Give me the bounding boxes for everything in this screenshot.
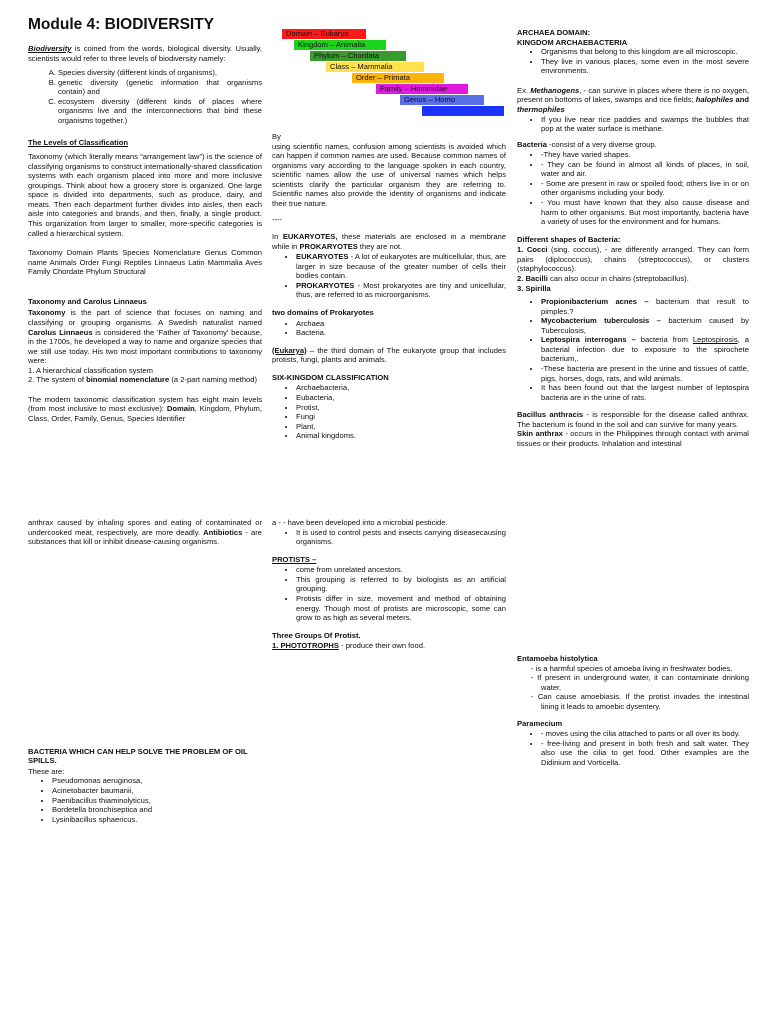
six-kingdom-list xyxy=(272,383,506,440)
bacilli-line: 2. Bacilli can also occur in chains (streptobacillus). xyxy=(517,273,689,283)
prokaryote-domains-list xyxy=(272,319,506,338)
column-1 xyxy=(28,44,262,429)
list-item: • - They can be found in almost all kinds of places, in soil, water and air. xyxy=(541,160,749,179)
taxonomy-bar-species: Species – Sapien xyxy=(422,106,504,116)
list-item: • -They have varied shapes. xyxy=(541,150,749,160)
taxonomy-bar-domain: Domain – Eukarya xyxy=(282,29,366,39)
list-item: • Pseudomonas aeruginosa, xyxy=(52,776,262,786)
list-item: • Acinetobacter baumanii, xyxy=(52,786,262,796)
terms-paragraph: Taxonomy Domain Plants Species Nomenclature Genus Common name Animals Order Fungi Reptiles Linnaeus Latin Mammalia Aves Family Chordate Phylum Structural xyxy=(28,248,262,277)
protist-groups-heading: Three Groups Of Protist. xyxy=(272,630,361,640)
spirilla-line: 3. Spirilla xyxy=(517,283,551,293)
archaebacteria-heading: KINGDOM ARCHAEBACTERIA xyxy=(517,37,628,47)
list-item: • - moves using the cilia attached to parts or all over its body. xyxy=(541,729,749,739)
list-item: • Eubacteria, xyxy=(296,393,506,403)
skin-anthrax-paragraph: Skin anthrax - occurs in the Philippines through contact with animal tissues or their products. Inhalation and intestinal xyxy=(517,429,749,448)
pesticide-list xyxy=(272,528,506,547)
list-item: • Archaebacteria, xyxy=(296,383,506,393)
list-item: • - free-living and present in both fresh and salt water. They also use the cilia to get food. Other examples are the Didinium and Vorticella. xyxy=(541,739,749,768)
taxonomy-staircase-diagram xyxy=(280,29,502,121)
list-item: • It has been found out that the largest number of leptospira bacteria are in the urine of rats. xyxy=(541,383,749,402)
list-item: • They live in various places, some even in the most severe environments. xyxy=(541,57,749,76)
taxonomy-bar-phylum: Phylum – Chordata xyxy=(310,51,406,61)
archaea-list xyxy=(517,47,749,76)
list-item: • Animal kingdoms. xyxy=(296,431,506,441)
list-item: • Propionibacterium acnes – bacterium that result to pimples.? xyxy=(541,297,749,316)
bacteria-shapes-heading: Different shapes of Bacteria: xyxy=(517,234,621,244)
entamoeba-heading: Entamoeba histolytica xyxy=(517,654,598,663)
methanogens-paragraph: Ex. Methanogens, - can survive in places where there is no oxygen, present on bottoms of lakes, swamps and rice fields; halophiles and thermophiles xyxy=(517,85,749,114)
anthrax-paragraph: anthrax caused by inhaling spores and eating of contaminated or undercooked meat, respectively, are more deadly. Antibiotics - are substances that kill or inhibit disease-causing organisms. xyxy=(28,518,262,547)
intro-paragraph: Biodiversity is coined from the words, biological diversity. Usually, scientists would refer to three levels of biodiversity namely: xyxy=(28,44,262,63)
contribution-1: 1. A hierarchical classification system xyxy=(28,365,153,375)
column-5 xyxy=(272,518,506,651)
list-item: - is a harmful species of amoeba living in freshwater bodies. xyxy=(541,664,749,674)
column-6 xyxy=(517,654,749,772)
levels-heading: The Levels of Classification xyxy=(28,137,129,147)
list-item: • EUKARYOTES - A lot of eukaryotes are multicellular, thus, are larger in size because of the greater number of cells their bodies contain. xyxy=(296,252,506,281)
list-item: • Plant, xyxy=(296,422,506,432)
phototrophs-line: 1. PHOTOTROPHS - produce their own food. xyxy=(272,641,426,651)
list-item: A. Species diversity (different kinds of organisms), xyxy=(58,68,262,78)
list-item: • Bordetella bronchiseptica and xyxy=(52,805,262,815)
pesticide-line: a - - have been developed into a microbial pesticide. xyxy=(272,518,448,527)
list-item: • Protists differ in size, movement and method of obtaining energy. Though most of protists are microscopic, some can grow to as high as several meters. xyxy=(296,594,506,623)
column-2 xyxy=(272,132,506,446)
paramecium-list xyxy=(517,729,749,767)
eukarya-paragraph: (Eukarya) – the third domain of The eukaryote group that includes protists, fungi, plants and animals. xyxy=(272,345,506,365)
list-item: • Protist, xyxy=(296,403,506,413)
oil-spill-heading: BACTERIA WHICH CAN HELP SOLVE THE PROBLEM OF OIL SPILLS. xyxy=(28,746,248,766)
taxonomy-bar-class: Class – Mammalia xyxy=(326,62,424,72)
paramecium-heading: Paramecium xyxy=(517,719,563,729)
list-item: • This grouping is referred to by biologists as an artificial grouping. xyxy=(296,575,506,594)
contribution-2: 2. The system of binomial nomenclature (a 2-part naming method) xyxy=(28,375,258,385)
taxonomy-bar-genus: Genus – Homo xyxy=(400,95,484,105)
prokaryote-domains-heading: two domains of Prokaryotes xyxy=(272,308,374,317)
methane-list xyxy=(517,115,749,134)
these-are-label: These are: xyxy=(28,766,65,776)
list-item: • - Some are present in raw or spoiled food; others live in or on other organisms including your body. xyxy=(541,179,749,198)
list-item: • Bacteria. xyxy=(296,328,506,338)
list-item: C. ecosystem diversity (different kinds of places where organisms live and the interconnections that bind these organisms together.) xyxy=(58,97,262,126)
list-item: • Organisms that belong to this kingdom are all microscopic. xyxy=(541,47,749,57)
taxonomy-bar-family: Family – Hominidae xyxy=(376,84,468,94)
list-item: • come from unrelated ancestors. xyxy=(296,565,506,575)
cocci-paragraph: 1. Cocci (sing. coccus), - are differently arranged. They can form pairs (diplococcus), chains (streptococcus), or clusters (staphylococcus). xyxy=(517,245,749,274)
list-item: B. genetic diversity (genetic information that organisms contain) and xyxy=(58,78,262,97)
linnaeus-heading: Taxonomy and Carolus Linnaeus xyxy=(28,296,147,306)
list-item: • Mycobacterium tuberculosis – bacterium caused by Tuberculosis, xyxy=(541,316,749,335)
eukaryotes-paragraph: In EUKARYOTES, these materials are enclosed in a membrane while in PROKARYOTES they are not. xyxy=(272,232,506,251)
taxonomy-paragraph: Taxonomy (which literally means “arrangement law”) is the science of classifying organisms to construct internationally-shared classification systems with each organism placed into more and more inclusive groupings. Think about how a grocery store is organized. One large space is divided into departments, such as produce, dairy, and meats. Then each department further divides into aisles, then each aisle into categories and brands, and then, finally, a single product. This organization from larger to smaller, more-specific categories is called a hierarchical system. xyxy=(28,152,262,238)
archaea-domain-heading: ARCHAEA DOMAIN: xyxy=(517,28,591,37)
protists-list xyxy=(272,565,506,622)
list-item: • If you live near rice paddies and swamps the bubbles that pop at the water surface is methane. xyxy=(541,115,749,134)
taxonomy-bar-kingdom: Kingdom – Animalia xyxy=(294,40,386,50)
list-item: • -These bacteria are present in the urine and tissues of cattle, pigs, horses, dogs, rats, and wild animals. xyxy=(541,364,749,383)
list-item: - If present in underground water, it can contaminate drinking water. xyxy=(541,673,749,692)
list-item: • Archaea xyxy=(296,319,506,329)
bacteria-list xyxy=(517,150,749,227)
list-item: • Fungi xyxy=(296,412,506,422)
separator-text: ---- xyxy=(272,214,283,224)
list-item: • Lysinibacillus sphaericus. xyxy=(52,815,262,825)
cell-types-list xyxy=(272,252,506,300)
list-item: • It is used to control pests and insects carrying diseasecausing organisms. xyxy=(296,528,506,547)
page-title: Module 4: BIODIVERSITY xyxy=(28,16,215,33)
scientific-names-paragraph: using scientific names, confusion among scientists is avoided which can happen if common names are used. Because common names of organisms vary according to the language spoken in each country, scientific names allow the use of universal names which helps scientists clarify the particular organism they are referring to. Scientific names also provide the identity of organisms and indicate their true nature. xyxy=(272,141,506,208)
list-item: • PROKARYOTES - Most prokaryotes are tiny and unicellular, thus, are referred to as microorganisms. xyxy=(296,281,506,300)
six-kingdom-heading: SIX-KINGDOM CLASSIFICATION xyxy=(272,372,389,382)
list-item: - Can cause amoebiasis. If the protist invades the intestinal lining it leads to amoebic dysentery. xyxy=(541,692,749,711)
linnaeus-paragraph: Taxonomy is the part of science that focuses on naming and classifying or grouping organisms. A Swedish naturalist named Carolus Linnaeus is considered the 'Father of Taxonomy' because, in the 1700s, he developed a way to name and organize species that we still use today. His two most important contributions to taxonomy were: xyxy=(28,308,262,366)
modern-system-paragraph: The modern taxonomic classification system has eight main levels (from most inclusive to most exclusive): Domain, Kingdom, Phylum, Class, Order, Family, Genus, Species Identifier xyxy=(28,394,262,423)
bacillus-anthracis-paragraph: Bacillus anthracis - is responsible for the disease called anthrax. The bacterium is found in the soil and can survive for many years. xyxy=(517,410,749,429)
protists-heading: PROTISTS – xyxy=(272,554,317,564)
column-4 xyxy=(28,518,262,829)
oil-spill-bacteria-list xyxy=(28,776,262,824)
list-item: • Leptospira interrogans – bacteria from Leptospirosis, a bacterial infection due to exposure to the spirochete bacterium,. xyxy=(541,335,749,364)
list-item: • - You must have known that they also cause disease and harm to other organisms. But most importantly, bacteria have a variety of uses for the environment and for humans. xyxy=(541,198,749,227)
spirilla-list xyxy=(517,297,749,402)
by-line: By xyxy=(272,132,281,141)
biodiversity-levels-list xyxy=(28,68,262,125)
entamoeba-list xyxy=(517,664,749,712)
taxonomy-bar-order: Order – Primata xyxy=(352,73,444,83)
bacteria-paragraph: Bacteria -consist of a very diverse group. xyxy=(517,139,657,149)
list-item: • Paenibacillus thiaminolyticus, xyxy=(52,796,262,806)
column-3 xyxy=(517,28,749,454)
